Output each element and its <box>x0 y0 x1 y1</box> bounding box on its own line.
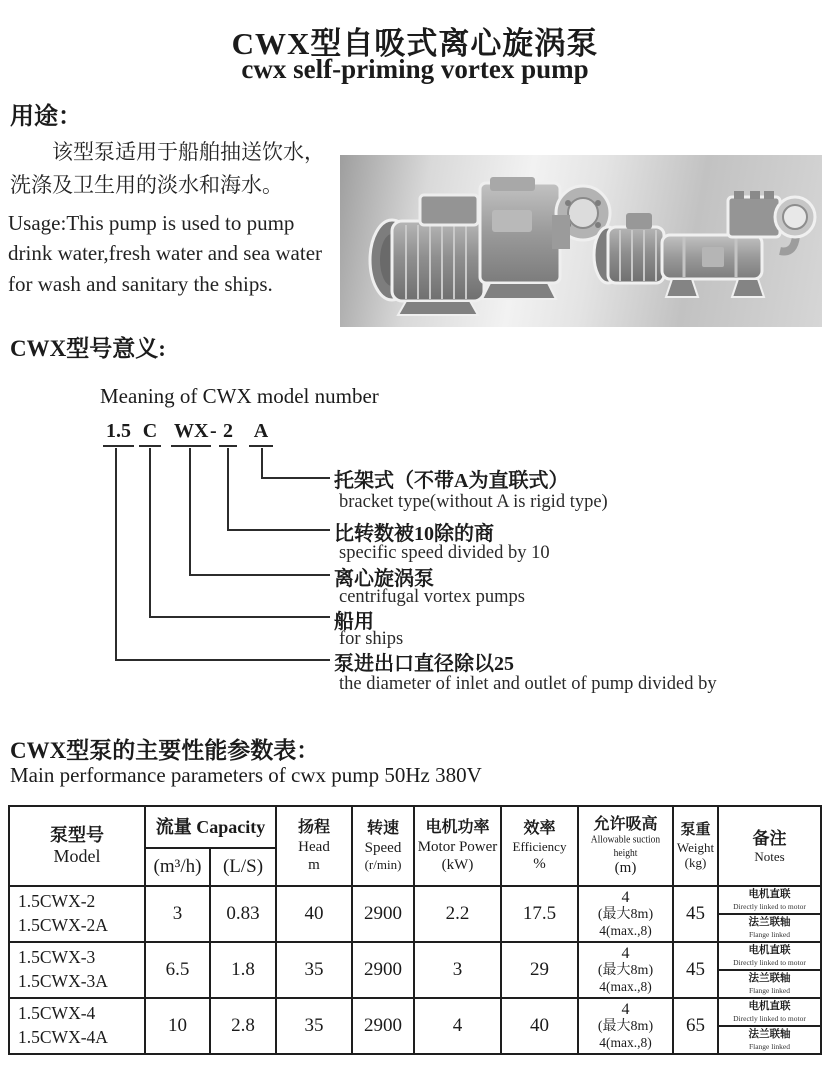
col-header-suction: 允许吸高 Allowable suction height (m) <box>578 806 673 886</box>
model-token-WX: WX <box>171 420 211 447</box>
col-header-motor-power: 电机功率 Motor Power (kW) <box>414 806 501 886</box>
table-row <box>9 942 821 970</box>
product-photo <box>340 155 822 327</box>
model-token-2: 2 <box>219 420 237 447</box>
usage-paragraph-en: Usage:This pump is used to pump drink water,fresh water and sea water for wash and sanitary the ships. <box>8 211 323 296</box>
usage-paragraph-zh: 该型泵适用于船舶抽送饮水，洗涤及卫生用的淡水和海水。 <box>10 140 325 197</box>
diagram-label-diameter-en: the diameter of inlet and outlet of pump divided by <box>339 674 717 694</box>
weight-cell: 45 <box>673 886 718 942</box>
model-meaning-heading-zh: CWX型号意义: <box>10 336 166 361</box>
head-cell: 35 <box>276 942 352 998</box>
col-header-capacity: 流量 Capacity <box>145 806 276 848</box>
head-cell: 35 <box>276 998 352 1054</box>
parameters-heading-en: Main performance parameters of cwx pump 50Hz 380V <box>10 763 482 787</box>
model-meaning-heading-en: Meaning of CWX model number <box>100 384 379 408</box>
page-title-en: cwx self-priming vortex pump <box>241 54 589 84</box>
weight-cell: 45 <box>673 942 718 998</box>
power-cell: 4 <box>414 998 501 1054</box>
speed-cell: 2900 <box>352 942 414 998</box>
diagram-label-diameter-zh: 泵进出口直径除以25 <box>334 653 514 675</box>
model-token-1_5: 1.5 <box>103 420 134 447</box>
capacity-ls-cell: 2.8 <box>210 998 276 1054</box>
note-flange-cell: 法兰联轴 Flange linked <box>718 970 821 998</box>
capacity-m3h-cell: 6.5 <box>145 942 210 998</box>
diagram-label-vortex-en: centrifugal vortex pumps <box>339 587 525 607</box>
head-cell: 40 <box>276 886 352 942</box>
model-cell: 1.5CWX-3 1.5CWX-3A <box>9 942 145 998</box>
col-header-capacity-ls: (L/S) <box>210 848 276 886</box>
note-direct-cell: 电机直联 Directly linked to motor <box>718 942 821 970</box>
diagram-label-vortex-zh: 离心旋涡泵 <box>334 568 434 590</box>
model-cell: 1.5CWX-2 1.5CWX-2A <box>9 886 145 942</box>
note-direct-cell: 电机直联 Directly linked to motor <box>718 998 821 1026</box>
note-flange-cell: 法兰联轴 Flange linked <box>718 914 821 942</box>
suction-cell: 4 (最大8m) 4(max.,8) <box>578 942 673 998</box>
capacity-m3h-cell: 10 <box>145 998 210 1054</box>
diagram-label-ships-zh: 船用 <box>334 611 374 633</box>
table-row <box>9 886 821 914</box>
col-header-model: 泵型号 Model <box>9 806 145 886</box>
parameters-heading-zh: CWX型泵的主要性能参数表： <box>10 738 320 763</box>
diagram-label-specific-speed-en: specific speed divided by 10 <box>339 543 550 563</box>
pump-left-direct-linked <box>370 177 610 315</box>
weight-cell: 65 <box>673 998 718 1054</box>
capacity-ls-cell: 0.83 <box>210 886 276 942</box>
speed-cell: 2900 <box>352 886 414 942</box>
note-flange-cell: 法兰联轴 Flange linked <box>718 1026 821 1054</box>
model-token-C: C <box>139 420 161 447</box>
suction-cell: 4 (最大8m) 4(max.,8) <box>578 886 673 942</box>
capacity-ls-cell: 1.8 <box>210 942 276 998</box>
col-header-head: 扬程 Head m <box>276 806 352 886</box>
pump-photos-illustration <box>340 155 822 327</box>
note-direct-cell: 电机直联 Directly linked to motor <box>718 886 821 914</box>
table-row <box>9 998 821 1026</box>
power-cell: 2.2 <box>414 886 501 942</box>
col-header-weight: 泵重 Weight (kg) <box>673 806 718 886</box>
speed-cell: 2900 <box>352 998 414 1054</box>
diagram-label-specific-speed-zh: 比转数被10除的商 <box>334 523 494 545</box>
diagram-label-bracket-en: bracket type(without A is rigid type) <box>339 492 608 512</box>
col-header-notes: 备注 Notes <box>718 806 821 886</box>
page-title-zh: CWX型自吸式离心旋涡泵 <box>231 26 599 61</box>
capacity-m3h-cell: 3 <box>145 886 210 942</box>
suction-cell: 4 (最大8m) 4(max.,8) <box>578 998 673 1054</box>
model-token-A: A <box>249 420 273 447</box>
col-header-capacity-m3h: (m³/h) <box>145 848 210 886</box>
efficiency-cell: 40 <box>501 998 578 1054</box>
model-token-hyphen: - <box>210 420 217 442</box>
col-header-speed: 转速 Speed (r/min) <box>352 806 414 886</box>
pump-right-flange-linked <box>594 191 815 297</box>
performance-table <box>8 805 822 1055</box>
efficiency-cell: 29 <box>501 942 578 998</box>
power-cell: 3 <box>414 942 501 998</box>
diagram-label-ships-en: for ships <box>339 629 404 649</box>
diagram-label-bracket-zh: 托架式（不带A为直联式） <box>334 470 569 492</box>
model-cell: 1.5CWX-4 1.5CWX-4A <box>9 998 145 1054</box>
usage-heading: 用途： <box>10 104 82 130</box>
efficiency-cell: 17.5 <box>501 886 578 942</box>
col-header-efficiency: 效率 Efficiency % <box>501 806 578 886</box>
